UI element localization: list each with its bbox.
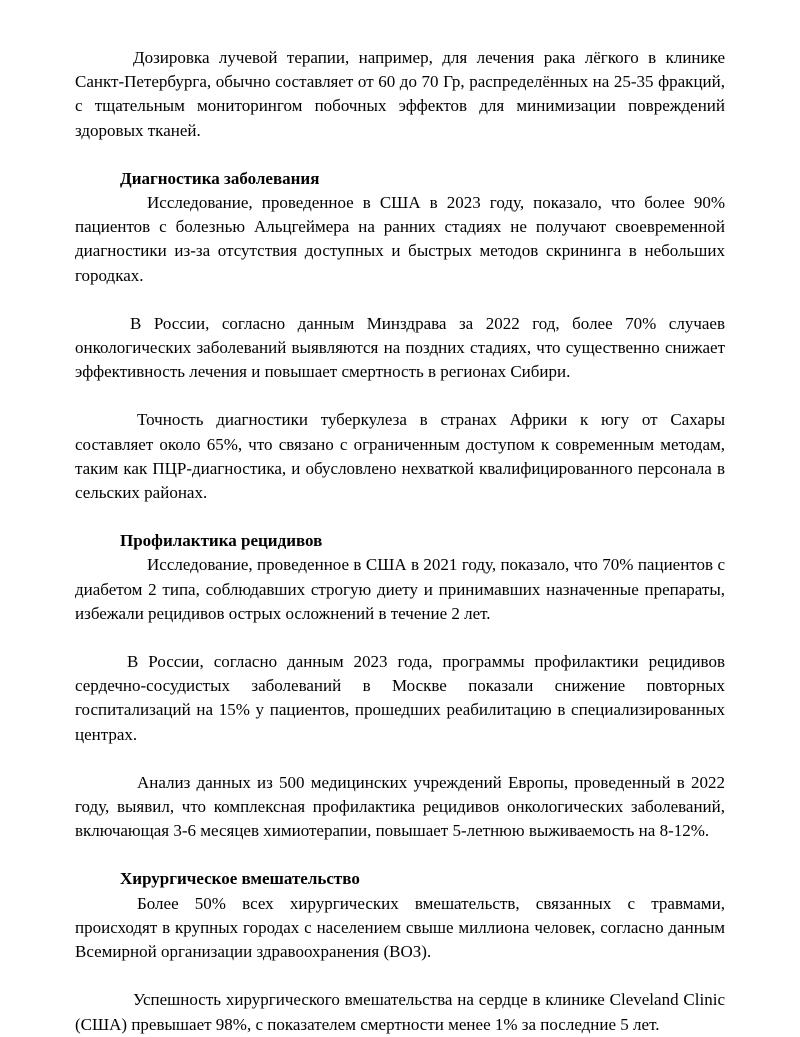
- paragraph: Анализ данных из 500 медицинских учреждений Европы, проведенный в 2022 году, выявил, что комплексная профилактика рецидивов онкологических заболеваний, включающая 3-6 месяцев химиотерапии, повышает 5-летнюю выживаемость на 8-12%.: [75, 772, 725, 841]
- intro-paragraph: Дозировка лучевой терапии, например, для лечения рака лёгкого в клинике Санкт-Петербурга, обычно составляет от 60 до 70 Гр, распределённых на 25-35 фракций, с тщательным мониторингом побочных эффектов для минимизации повреждений здоровых тканей.: [75, 48, 725, 140]
- section-heading-surgery: Хирургическое вмешательство: [120, 869, 360, 889]
- paragraph: Исследование, проведенное в США в 2021 году, показало, что 70% пациентов с диабетом 2 типа, соблюдавших строгую диету и принимавших назначенные препараты, избежали рецидивов острых осложнений в течение 2 лет.: [75, 555, 725, 623]
- paragraph: Точность диагностики туберкулеза в странах Африки к югу от Сахары составляет около 65%, что связано с ограниченным доступом к современным методам, таким как ПЦР-диагностика, и обусловлено нехваткой квалифицированного персонала в сельских районах.: [75, 410, 725, 503]
- paragraph: В России, согласно данным Минздрава за 2022 год, более 70% случаев онкологических заболеваний выявляются на поздних стадиях, что существенно снижает эффективность лечения и повышает смертность в регионах Сибири.: [75, 313, 725, 382]
- document-page: [75, 46, 725, 1037]
- paragraph: Исследование, проведенное в США в 2023 году, показало, что более 90% пациентов с болезнью Альцгеймера на ранних стадиях не получают своевременной диагностики из-за отсутствия доступных и быстрых методов скрининга в небольших городках.: [75, 193, 725, 285]
- paragraph: В России, согласно данным 2023 года, программы профилактики рецидивов сердечно-сосудистых заболеваний в Москве показали снижение повторных госпитализаций на 15% у пациентов, прошедших реабилитацию в специализированных центрах.: [75, 652, 725, 744]
- paragraph: Более 50% всех хирургических вмешательств, связанных с травмами, происходят в крупных городах с населением свыше миллиона человек, согласно данным Всемирной организации здравоохранения (ВОЗ).: [75, 893, 725, 962]
- section-heading-relapse-prevention: Профилактика рецидивов: [120, 531, 323, 551]
- section-heading-diagnostics: Диагностика заболевания: [120, 168, 320, 188]
- paragraph: Успешность хирургического вмешательства на сердце в клинике Cleveland Clinic (США) превышает 98%, с показателем смертности менее 1% за последние 5 лет.: [75, 990, 725, 1034]
